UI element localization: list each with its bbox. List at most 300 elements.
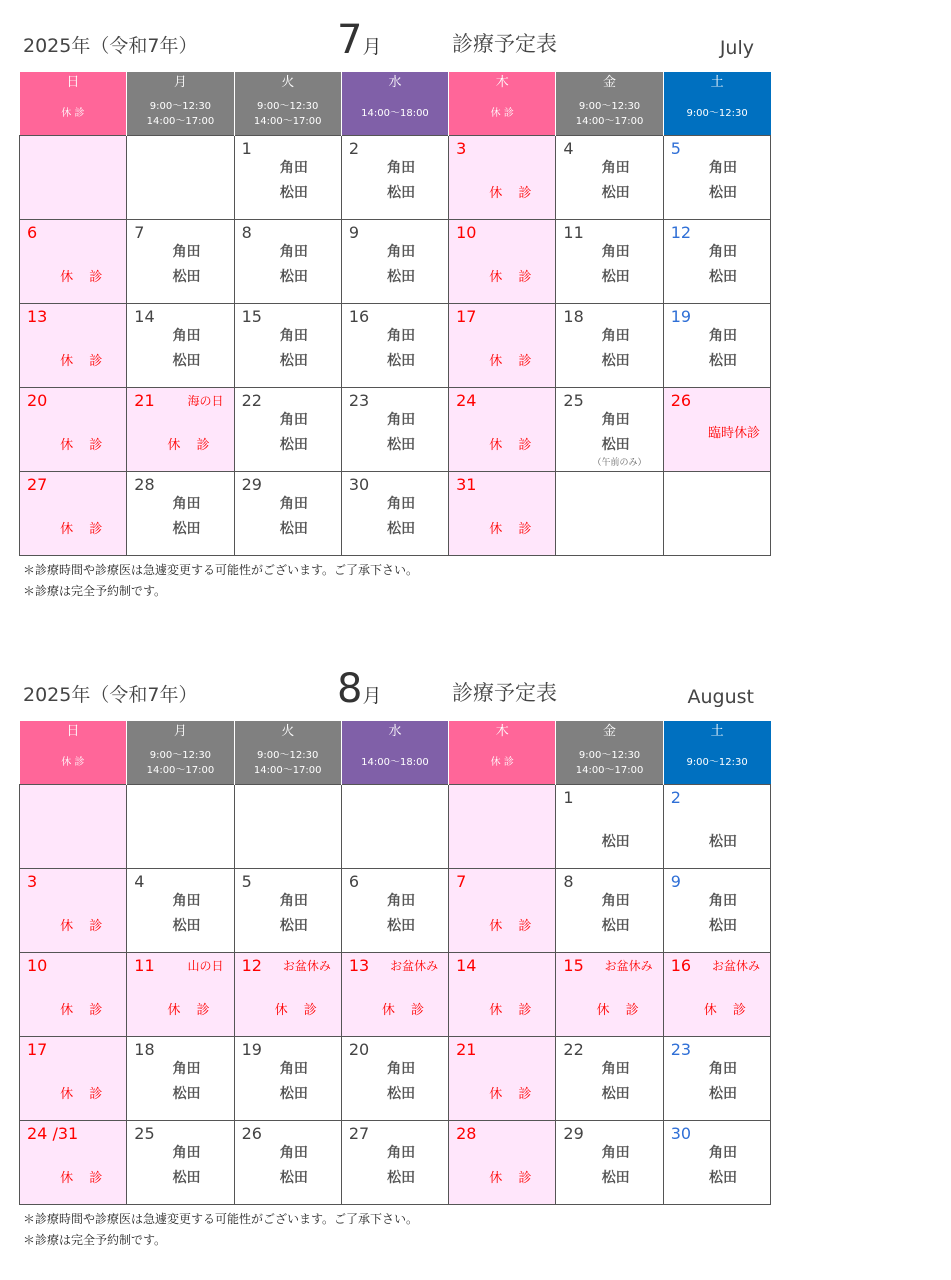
schedule-title: 診療予定表	[452, 32, 557, 56]
day-number: 27	[27, 475, 48, 494]
weekday-header	[663, 721, 770, 785]
doctor-name: 松田	[387, 437, 416, 453]
week-row	[20, 953, 771, 1037]
day-cell	[556, 1121, 663, 1205]
day-cell	[127, 1121, 234, 1205]
year-label: 2025年（令和7年）	[23, 35, 198, 57]
doctor-name: 松田	[279, 1170, 308, 1186]
day-number: 2	[670, 788, 681, 807]
doctor-name: 角田	[279, 328, 308, 344]
day-number: 13	[348, 956, 370, 975]
weekday-name: 火	[281, 75, 295, 90]
doctor-name: 角田	[172, 1145, 201, 1161]
day-number: 15	[241, 307, 262, 326]
doctor-name: 角田	[709, 1061, 737, 1077]
day-number: 19	[670, 307, 692, 326]
closed-label: 休 診	[60, 1087, 109, 1102]
morning-only-note: （午前のみ）	[592, 458, 647, 468]
day-number: 24	[456, 391, 477, 410]
day-cell	[663, 220, 770, 304]
day-number: 7	[456, 872, 467, 891]
clinic-hours: 9:00～12:30	[686, 108, 748, 119]
day-number: 17	[27, 1040, 48, 1059]
day-number: 16	[348, 307, 370, 326]
calendar-july	[19, 0, 771, 602]
day-cell	[234, 785, 341, 869]
doctor-name: 松田	[601, 185, 630, 201]
doctor-name: 松田	[601, 269, 630, 285]
closed-label: 休 診	[167, 438, 216, 453]
week-row	[20, 220, 771, 304]
calendar-grid	[19, 721, 771, 1205]
closed-label: 休 診	[489, 186, 538, 201]
doctor-name: 松田	[601, 1086, 630, 1102]
calendar-grid	[19, 72, 771, 556]
day-cell	[556, 220, 663, 304]
weekday-header	[20, 721, 127, 785]
weekday-name: 木	[495, 75, 509, 90]
closed-label: 休 診	[489, 270, 538, 285]
day-number: 28	[134, 475, 155, 494]
closed-label: 休 診	[60, 1003, 109, 1018]
day-cell	[127, 472, 234, 556]
day-cell	[663, 136, 770, 220]
weekday-name: 水	[388, 724, 402, 739]
doctor-name: 松田	[387, 353, 416, 369]
week-row	[20, 1121, 771, 1205]
closed-label: 休 診	[489, 1087, 538, 1102]
day-cell	[556, 136, 663, 220]
day-number: 11	[134, 956, 155, 975]
day-number: 4	[563, 139, 574, 158]
doctor-name: 松田	[601, 437, 630, 453]
day-number: 19	[241, 1040, 262, 1059]
doctor-name: 角田	[387, 893, 416, 909]
day-cell	[341, 785, 448, 869]
day-cell	[341, 953, 448, 1037]
doctor-name: 松田	[172, 1086, 201, 1102]
weekday-name: 水	[388, 75, 402, 90]
doctor-name: 角田	[601, 328, 630, 344]
doctor-name: 角田	[279, 1061, 308, 1077]
day-number: 1	[241, 139, 252, 158]
day-cell	[20, 388, 127, 472]
doctor-name: 角田	[601, 1061, 630, 1077]
day-cell	[341, 472, 448, 556]
holiday-note: お盆休み	[390, 959, 439, 973]
day-cell	[341, 304, 448, 388]
doctor-name: 角田	[601, 1145, 630, 1161]
closed-label: 休 診	[489, 919, 538, 934]
closed-label: 休 診	[381, 1003, 431, 1018]
day-cell	[663, 953, 770, 1037]
day-cell	[556, 304, 663, 388]
footnote-line: ＊診療は完全予約制です。	[23, 1233, 167, 1247]
day-number: 9	[670, 872, 681, 891]
day-number: 14	[456, 956, 477, 975]
week-row	[20, 136, 771, 220]
day-number: 13	[27, 307, 48, 326]
weekday-name: 火	[281, 724, 295, 739]
day-number: 6	[348, 872, 360, 891]
day-cell	[127, 304, 234, 388]
month-unit: 月	[362, 36, 382, 58]
weekday-header-row	[20, 72, 771, 136]
doctor-name: 松田	[279, 437, 308, 453]
doctor-name: 松田	[279, 1086, 308, 1102]
day-number: 15	[563, 956, 584, 975]
doctor-name: 松田	[709, 918, 737, 934]
day-cell	[663, 869, 770, 953]
day-cell	[20, 220, 127, 304]
doctor-name: 角田	[709, 328, 737, 344]
closed-label: 休 診	[703, 1003, 752, 1018]
day-cell	[663, 472, 770, 556]
weekday-name: 金	[603, 75, 617, 90]
weekday-name: 月	[173, 724, 187, 739]
day-cell	[234, 953, 341, 1037]
day-cell	[341, 1037, 448, 1121]
doctor-name: 松田	[387, 269, 416, 285]
doctor-name: 角田	[601, 160, 630, 176]
weekday-name: 土	[710, 75, 724, 90]
month-header	[19, 649, 771, 721]
doctor-name: 角田	[172, 244, 201, 260]
day-cell	[234, 388, 341, 472]
doctor-name: 角田	[387, 160, 416, 176]
day-number: 8	[563, 872, 574, 891]
holiday-note: 山の日	[187, 959, 224, 973]
month-number: 8	[337, 666, 363, 712]
day-number: 29	[241, 475, 262, 494]
doctor-name: 角田	[279, 1145, 308, 1161]
day-cell	[449, 869, 556, 953]
holiday-note: お盆休み	[604, 959, 653, 973]
closed-label: 休 診	[60, 354, 109, 369]
closed-label: 休 診	[489, 438, 538, 453]
weekday-header	[234, 721, 341, 785]
day-cell	[556, 869, 663, 953]
doctor-name: 角田	[387, 412, 416, 428]
day-cell	[449, 220, 556, 304]
doctor-name: 松田	[387, 1170, 416, 1186]
doctor-name: 松田	[387, 185, 416, 201]
day-cell	[20, 304, 127, 388]
doctor-name: 松田	[279, 353, 308, 369]
footnote-line: ＊診療時間や診療医は急遽変更する可能性がございます。ご了承下さい。	[23, 1212, 419, 1226]
weekday-header	[449, 721, 556, 785]
doctor-name: 松田	[279, 269, 308, 285]
doctor-name: 松田	[601, 1170, 630, 1186]
day-cell	[234, 304, 341, 388]
day-number: 5	[241, 872, 252, 891]
holiday-note: 海の日	[187, 394, 224, 408]
day-cell	[663, 388, 770, 472]
closed-label: 休 診	[596, 1003, 645, 1018]
day-cell	[556, 953, 663, 1037]
day-number: 10	[456, 223, 477, 242]
day-cell	[449, 136, 556, 220]
doctor-name: 角田	[387, 244, 416, 260]
day-number: 10	[27, 956, 48, 975]
holiday-note: お盆休み	[711, 959, 760, 973]
day-cell	[234, 136, 341, 220]
clinic-hours: 9:00～12:30 14:00～17:00	[575, 749, 644, 776]
month-english: July	[719, 37, 754, 59]
doctor-name: 松田	[709, 269, 737, 285]
doctor-name: 角田	[172, 496, 201, 512]
day-cell	[234, 472, 341, 556]
doctor-name: 松田	[279, 918, 308, 934]
closed-label: 休 診	[274, 1003, 323, 1018]
day-number: 21	[134, 391, 155, 410]
day-cell	[449, 1121, 556, 1205]
closed-label: 休 診	[167, 1003, 216, 1018]
day-number: 30	[670, 1124, 692, 1143]
doctor-name: 松田	[279, 185, 308, 201]
day-cell	[556, 472, 663, 556]
doctor-name: 角田	[279, 496, 308, 512]
closed-label: 休 診	[489, 354, 538, 369]
day-number: 2	[348, 139, 360, 158]
day-cell	[449, 1037, 556, 1121]
doctor-name: 松田	[709, 185, 737, 201]
day-number: 8	[241, 223, 252, 242]
day-number: 20	[348, 1040, 370, 1059]
day-number: 17	[456, 307, 477, 326]
day-cell	[127, 1037, 234, 1121]
doctor-name: 松田	[709, 1170, 737, 1186]
day-cell	[341, 388, 448, 472]
doctor-name: 松田	[387, 1086, 416, 1102]
clinic-hours: 9:00～12:30 14:00～17:00	[146, 100, 215, 127]
day-number: 3	[27, 872, 38, 891]
day-cell	[234, 1037, 341, 1121]
day-number: 16	[670, 956, 692, 975]
schedule-title: 診療予定表	[452, 681, 557, 705]
day-cell	[341, 1121, 448, 1205]
weekday-name: 木	[495, 724, 509, 739]
day-cell	[449, 785, 556, 869]
clinic-hours: 9:00～12:30 14:00～17:00	[146, 749, 215, 776]
day-cell	[20, 1037, 127, 1121]
clinic-hours: 9:00～12:30 14:00～17:00	[575, 100, 644, 127]
clinic-hours: 9:00～12:30 14:00～17:00	[253, 749, 322, 776]
day-number: 5	[670, 139, 681, 158]
footnote-line: ＊診療は完全予約制です。	[23, 584, 167, 598]
day-cell	[449, 388, 556, 472]
day-number: 23	[670, 1040, 692, 1059]
week-row	[20, 472, 771, 556]
day-number: 23	[348, 391, 370, 410]
doctor-name: 松田	[601, 834, 630, 850]
week-row	[20, 869, 771, 953]
weekday-header	[663, 72, 770, 136]
day-number: 25	[563, 391, 584, 410]
day-cell	[663, 1037, 770, 1121]
day-cell	[20, 472, 127, 556]
weekday-header	[449, 72, 556, 136]
doctor-name: 角田	[709, 244, 737, 260]
clinic-hours: 14:00～18:00	[361, 757, 429, 768]
day-number: 3	[456, 139, 467, 158]
day-cell	[234, 220, 341, 304]
doctor-name: 角田	[279, 244, 308, 260]
day-number: 12	[241, 956, 262, 975]
day-cell	[20, 136, 127, 220]
doctor-name: 角田	[279, 893, 308, 909]
month-header	[19, 0, 771, 72]
day-cell	[449, 472, 556, 556]
doctor-name: 角田	[387, 328, 416, 344]
clinic-hours: 休 診	[490, 108, 514, 119]
day-cell	[556, 785, 663, 869]
week-row	[20, 304, 771, 388]
day-cell	[127, 953, 234, 1037]
month-number: 7	[337, 17, 363, 63]
day-cell	[234, 1121, 341, 1205]
day-number: 31	[456, 475, 477, 494]
clinic-hours: 休 診	[490, 757, 514, 768]
calendar-august	[19, 649, 771, 1251]
doctor-name: 松田	[387, 918, 416, 934]
day-cell	[663, 1121, 770, 1205]
weekday-header	[127, 721, 234, 785]
closed-label: 休 診	[60, 438, 109, 453]
doctor-name: 角田	[387, 1061, 416, 1077]
footnote-line: ＊診療時間や診療医は急遽変更する可能性がございます。ご了承下さい。	[23, 563, 419, 577]
doctor-name: 松田	[279, 521, 308, 537]
temporary-closure-note: 臨時休診	[707, 426, 760, 441]
day-number: 18	[563, 307, 584, 326]
day-number: 29	[563, 1124, 584, 1143]
day-number: 4	[134, 872, 145, 891]
week-row	[20, 388, 771, 472]
doctor-name: 角田	[601, 893, 630, 909]
week-row	[20, 785, 771, 869]
day-number: 20	[27, 391, 48, 410]
day-number: 22	[241, 391, 262, 410]
day-cell	[341, 869, 448, 953]
day-number: 24 /31	[27, 1124, 79, 1143]
weekday-header	[341, 72, 448, 136]
closed-label: 休 診	[489, 1171, 538, 1186]
doctor-name: 松田	[601, 353, 630, 369]
day-number: 6	[27, 223, 38, 242]
week-row	[20, 1037, 771, 1121]
day-number: 14	[134, 307, 155, 326]
closed-label: 休 診	[60, 1171, 109, 1186]
clinic-hours: 14:00～18:00	[361, 108, 429, 119]
day-number: 30	[348, 475, 370, 494]
footnotes	[19, 560, 771, 602]
day-number: 27	[348, 1124, 370, 1143]
day-cell	[127, 388, 234, 472]
day-cell	[556, 1037, 663, 1121]
day-number: 22	[563, 1040, 584, 1059]
clinic-hours: 休 診	[61, 108, 85, 119]
doctor-name: 角田	[709, 1145, 737, 1161]
day-number: 11	[563, 223, 584, 242]
doctor-name: 松田	[709, 1086, 737, 1102]
clinic-hours: 休 診	[61, 757, 85, 768]
day-cell	[127, 785, 234, 869]
weekday-header	[556, 72, 663, 136]
doctor-name: 角田	[601, 244, 630, 260]
day-cell	[234, 869, 341, 953]
doctor-name: 松田	[387, 521, 416, 537]
doctor-name: 角田	[601, 412, 630, 428]
doctor-name: 角田	[172, 1061, 201, 1077]
weekday-header	[234, 72, 341, 136]
weekday-header	[20, 72, 127, 136]
day-cell	[663, 785, 770, 869]
day-cell	[341, 136, 448, 220]
month-english: August	[687, 686, 754, 708]
day-cell	[127, 869, 234, 953]
doctor-name: 松田	[172, 918, 201, 934]
weekday-name: 金	[603, 724, 617, 739]
doctor-name: 角田	[172, 893, 201, 909]
day-number: 28	[456, 1124, 477, 1143]
month-label	[337, 17, 382, 63]
doctor-name: 角田	[279, 160, 308, 176]
doctor-name: 角田	[172, 328, 201, 344]
day-number: 26	[670, 391, 692, 410]
day-cell	[663, 304, 770, 388]
clinic-hours: 9:00～12:30	[686, 757, 748, 768]
year-label: 2025年（令和7年）	[23, 684, 198, 706]
day-cell	[449, 304, 556, 388]
weekday-header-row	[20, 721, 771, 785]
doctor-name: 松田	[172, 1170, 201, 1186]
holiday-note: お盆休み	[282, 959, 331, 973]
doctor-name: 松田	[172, 353, 201, 369]
doctor-name: 角田	[279, 412, 308, 428]
doctor-name: 角田	[709, 893, 737, 909]
day-number: 21	[456, 1040, 477, 1059]
day-cell	[127, 220, 234, 304]
day-cell	[556, 388, 663, 472]
doctor-name: 松田	[601, 918, 630, 934]
day-number: 26	[241, 1124, 262, 1143]
weekday-name: 日	[66, 724, 80, 739]
day-cell	[20, 785, 127, 869]
day-cell	[20, 953, 127, 1037]
day-number: 25	[134, 1124, 155, 1143]
footnotes	[19, 1209, 771, 1251]
doctor-name: 角田	[709, 160, 737, 176]
day-cell	[127, 136, 234, 220]
weekday-header	[127, 72, 234, 136]
day-cell	[341, 220, 448, 304]
doctor-name: 松田	[172, 269, 201, 285]
weekday-name: 土	[710, 724, 724, 739]
day-number: 18	[134, 1040, 155, 1059]
doctor-name: 角田	[387, 496, 416, 512]
closed-label: 休 診	[489, 522, 538, 537]
weekday-header	[341, 721, 448, 785]
day-cell	[20, 869, 127, 953]
day-number: 12	[670, 223, 692, 242]
doctor-name: 松田	[172, 521, 201, 537]
day-number: 7	[134, 223, 145, 242]
month-label	[337, 666, 382, 712]
doctor-name: 角田	[387, 1145, 416, 1161]
day-number: 9	[348, 223, 360, 242]
doctor-name: 松田	[709, 834, 737, 850]
weekday-name: 日	[66, 75, 80, 90]
